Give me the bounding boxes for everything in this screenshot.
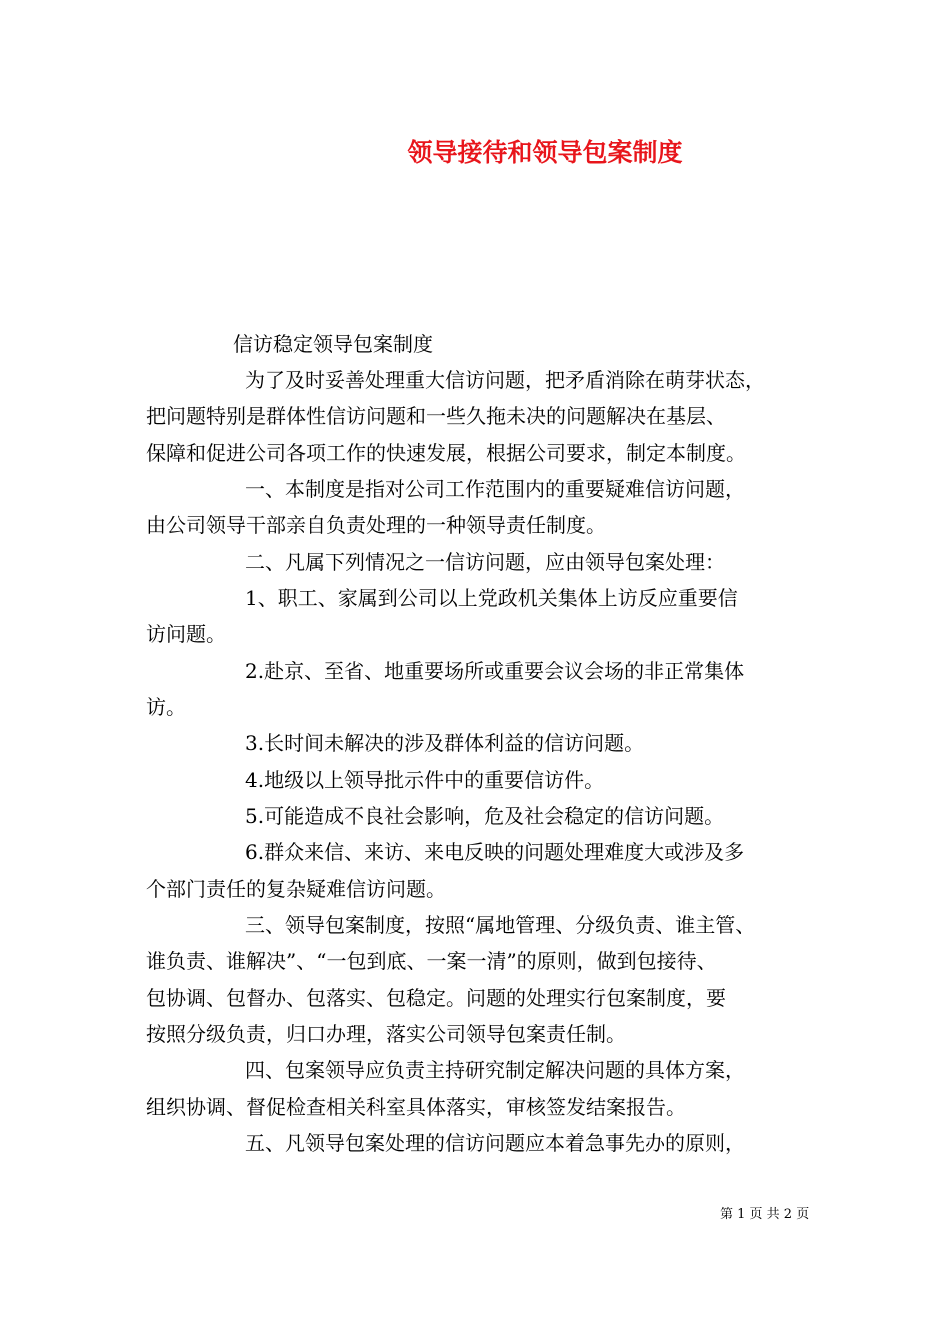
paragraph-line: 一、本制度是指对公司工作范围内的重要疑难信访问题， <box>245 477 745 501</box>
paragraph-line: 二、凡属下列情况之一信访问题，应由领导包案处理： <box>245 550 725 574</box>
page-number: 第 1 页 共 2 页 <box>720 1207 810 1222</box>
paragraph-line: 由公司领导干部亲自负责处理的一种领导责任制度。 <box>146 513 606 537</box>
paragraph-line: 5.可能造成不良社会影响，危及社会稳定的信访问题。 <box>245 804 725 828</box>
document-subtitle: 信访稳定领导包案制度 <box>233 332 433 356</box>
paragraph-line: 谁负责、谁解决”、“一包到底、一案一清”的原则，做到包接待、 <box>146 949 717 973</box>
document-title: 领导接待和领导包案制度 <box>407 138 683 167</box>
paragraph-line: 四、包案领导应负责主持研究制定解决问题的具体方案， <box>245 1058 745 1082</box>
paragraph-line: 1、职工、家属到公司以上党政机关集体上访反应重要信 <box>245 586 738 610</box>
paragraph-line: 2.赴京、至省、地重要场所或重要会议会场的非正常集体 <box>245 659 745 683</box>
paragraph-line: 6.群众来信、来访、来电反映的问题处理难度大或涉及多 <box>245 840 745 864</box>
paragraph-line: 访。 <box>146 695 186 719</box>
paragraph-line: 3.长时间未解决的涉及群体利益的信访问题。 <box>245 731 645 755</box>
paragraph-line: 把问题特别是群体性信访问题和一些久拖未决的问题解决在基层、 <box>146 404 726 428</box>
paragraph-line: 三、领导包案制度，按照“属地管理、分级负责、谁主管、 <box>245 913 756 937</box>
paragraph-line: 4.地级以上领导批示件中的重要信访件。 <box>245 768 605 792</box>
paragraph-line: 按照分级负责，归口办理，落实公司领导包案责任制。 <box>146 1022 626 1046</box>
paragraph-line: 保障和促进公司各项工作的快速发展，根据公司要求，制定本制度。 <box>146 441 746 465</box>
paragraph-line: 访问题。 <box>146 622 226 646</box>
paragraph-line: 包协调、包督办、包落实、包稳定。问题的处理实行包案制度，要 <box>146 986 726 1010</box>
paragraph-line: 个部门责任的复杂疑难信访问题。 <box>146 877 446 901</box>
paragraph-line: 组织协调、督促检查相关科室具体落实，审核签发结案报告。 <box>146 1095 686 1119</box>
paragraph-line: 五、凡领导包案处理的信访问题应本着急事先办的原则， <box>245 1131 745 1155</box>
paragraph-line: 为了及时妥善处理重大信访问题，把矛盾消除在萌芽状态， <box>245 368 765 392</box>
